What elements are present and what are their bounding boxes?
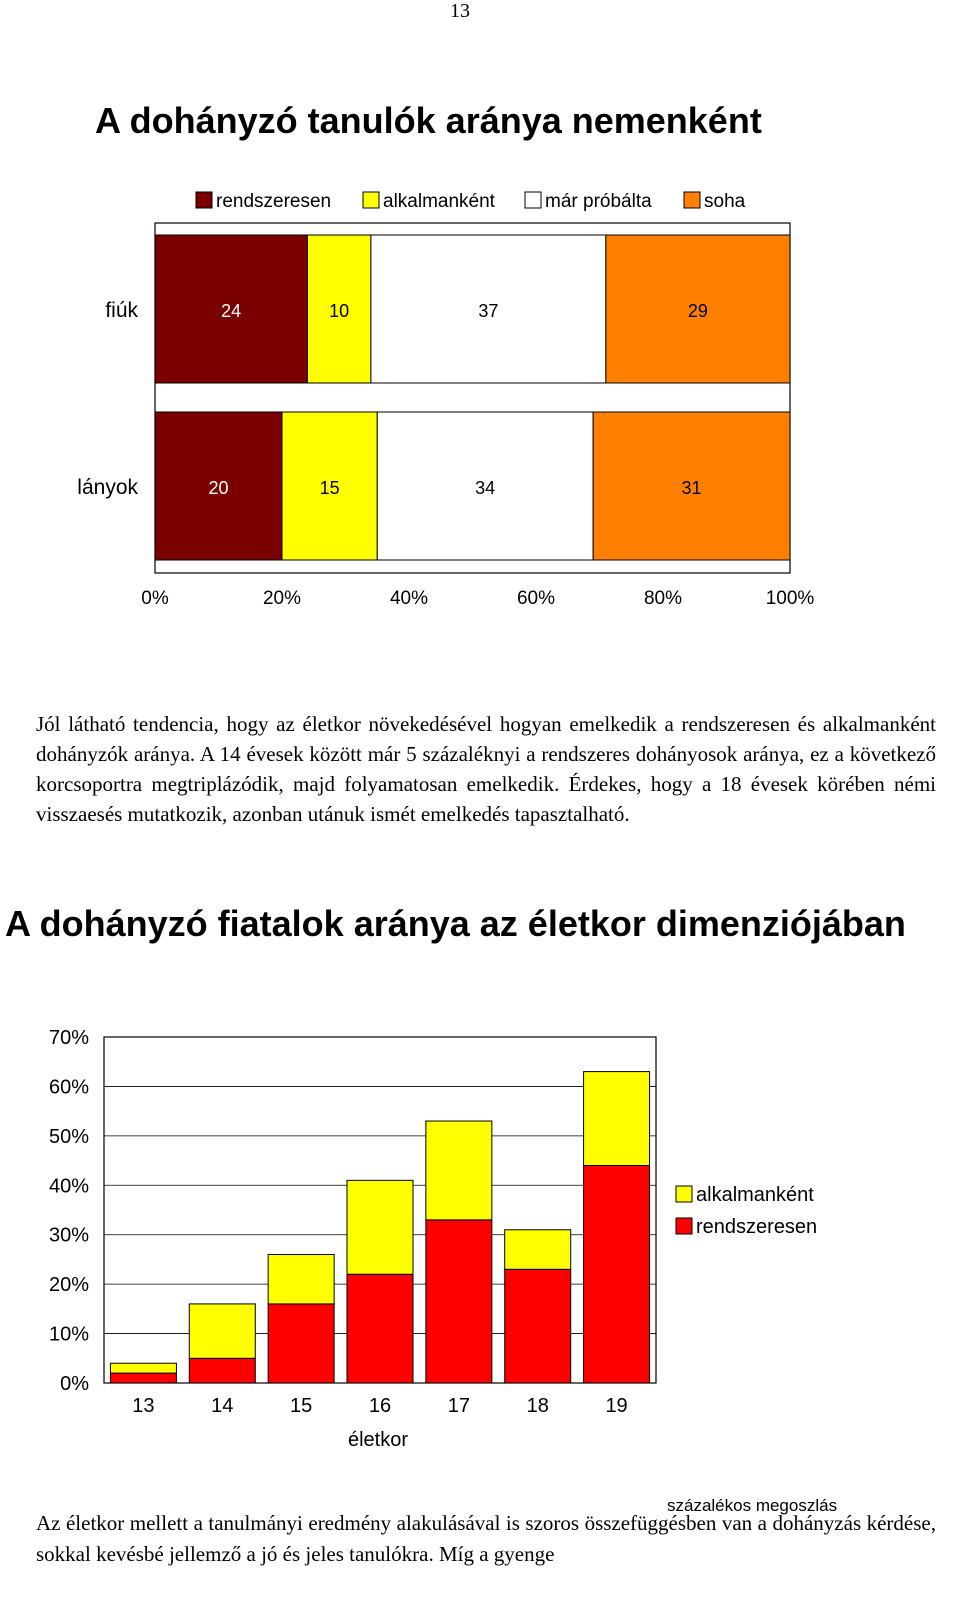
bar-15-0 bbox=[268, 1304, 334, 1383]
legend-label-3: soha bbox=[704, 191, 746, 212]
chart2-title: A dohányzó fiatalok aránya az életkor dimenziójában bbox=[5, 903, 906, 944]
chart1-title: A dohányzó tanulók aránya nemenként bbox=[95, 100, 762, 141]
gender-smoking-chart bbox=[0, 180, 960, 620]
x-tick-label-5: 18 bbox=[526, 1395, 549, 1417]
x-tick-label-2: 40% bbox=[389, 588, 429, 609]
category-label-0: fiúk bbox=[105, 299, 138, 322]
chart2-note: százalékos megoszlás bbox=[667, 1496, 838, 1515]
bar-16-1 bbox=[347, 1180, 413, 1274]
paragraph-age-trend: Jól látható tendencia, hogy az életkor növekedésével hogyan emelkedik a rendszeresen és alkalmanként dohányzók aránya. A 14 évesek között már 5 százaléknyi a rendszeres dohányosok aránya, ez a következő korcsoportra megtriplázódik, majd folyamatosan emelkedik. Érdekes, hogy a 18 évesek körében némi visszaesés mutatkozik, azonban utánuk ismét emelkedés tapasztalható. bbox=[36, 712, 936, 826]
y-tick-label-5: 50% bbox=[48, 1125, 89, 1148]
data-label-1-2: 34 bbox=[475, 478, 496, 498]
x-tick-label-4: 17 bbox=[447, 1395, 470, 1417]
legend-label-1: alkalmanként bbox=[383, 191, 495, 212]
x-tick-label-6: 19 bbox=[605, 1395, 628, 1417]
x-tick-label-1: 20% bbox=[262, 588, 302, 609]
y-tick-label-4: 40% bbox=[48, 1175, 89, 1198]
x-axis-title: életkor bbox=[347, 1429, 409, 1451]
y-tick-label-0: 0% bbox=[60, 1373, 89, 1395]
page-number: 13 bbox=[450, 0, 470, 22]
data-label-1-0: 20 bbox=[208, 478, 229, 498]
legend-swatch-3 bbox=[684, 192, 700, 208]
y-tick-label-6: 60% bbox=[48, 1076, 89, 1099]
data-label-1-1: 15 bbox=[319, 478, 340, 498]
bar-13-1 bbox=[110, 1363, 176, 1373]
data-label-0-2: 37 bbox=[478, 301, 499, 321]
data-label-0-3: 29 bbox=[687, 301, 708, 321]
paragraph-academic: Az életkor mellett a tanulmányi eredmény alakulásával is szoros összefüggésben van a dohányzás kérdése, sokkal kevésbé jellemző a jó és jeles tanulókra. Míg a gyenge bbox=[36, 1511, 936, 1566]
bar-14-0 bbox=[189, 1358, 255, 1383]
legend-label-0: alkalmanként bbox=[696, 1184, 814, 1206]
x-tick-label-3: 60% bbox=[516, 588, 556, 609]
x-tick-label-3: 16 bbox=[368, 1395, 392, 1417]
legend-swatch-0 bbox=[196, 192, 212, 208]
bar-14-1 bbox=[189, 1304, 255, 1358]
x-tick-label-5: 100% bbox=[765, 588, 815, 609]
legend-label-2: már próbálta bbox=[545, 191, 652, 212]
legend-label-0: rendszeresen bbox=[216, 191, 332, 212]
bar-18-1 bbox=[505, 1230, 571, 1270]
age-smoking-chart bbox=[0, 1010, 960, 1490]
data-label-0-0: 24 bbox=[221, 301, 242, 321]
category-label-1: lányok bbox=[77, 476, 138, 499]
y-tick-label-7: 70% bbox=[48, 1027, 89, 1049]
bar-13-0 bbox=[110, 1373, 176, 1383]
y-tick-label-1: 10% bbox=[48, 1323, 89, 1346]
legend-swatch-2 bbox=[525, 192, 541, 208]
data-label-1-3: 31 bbox=[681, 478, 702, 498]
y-tick-label-2: 20% bbox=[48, 1274, 89, 1297]
legend-swatch-1 bbox=[363, 192, 379, 208]
legend-label-1: rendszeresen bbox=[696, 1216, 818, 1238]
x-tick-label-1: 14 bbox=[211, 1395, 234, 1417]
bar-18-0 bbox=[505, 1269, 571, 1383]
x-tick-label-0: 0% bbox=[141, 588, 169, 609]
bar-19-0 bbox=[584, 1166, 650, 1383]
legend-swatch-1 bbox=[676, 1218, 692, 1234]
x-tick-label-2: 15 bbox=[290, 1395, 313, 1417]
legend-swatch-0 bbox=[676, 1186, 692, 1202]
bar-17-0 bbox=[426, 1220, 492, 1383]
data-label-0-1: 10 bbox=[329, 301, 350, 321]
x-tick-label-0: 13 bbox=[132, 1395, 155, 1417]
y-tick-label-3: 30% bbox=[48, 1224, 89, 1247]
x-tick-label-4: 80% bbox=[643, 588, 683, 609]
bar-17-1 bbox=[426, 1121, 492, 1220]
bar-15-1 bbox=[268, 1254, 334, 1303]
bar-19-1 bbox=[584, 1072, 650, 1166]
bar-16-0 bbox=[347, 1274, 413, 1383]
